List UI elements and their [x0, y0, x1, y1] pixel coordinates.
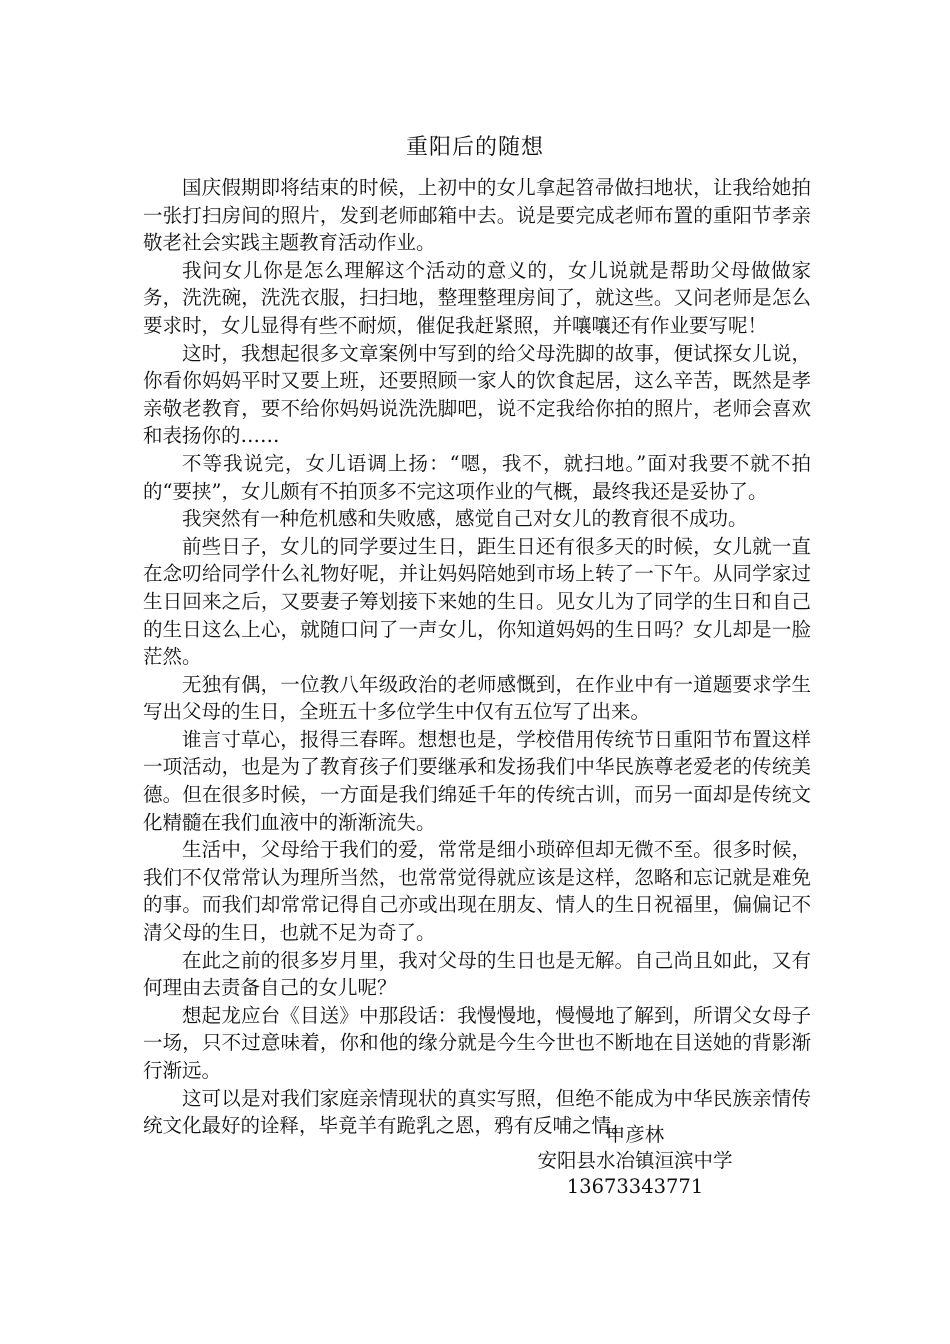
paragraph: 谁言寸草心，报得三春晖。想想也是，学校借用传统节日重阳节布置这样一项活动，也是为了教育孩子们要继承和发扬我们中华民族尊老爱老的传统美德。但在很多时候，一方面是我们绵延千年的传统古训，而另一面却是传统文化精髓在我们血液中的渐渐流失。	[143, 727, 811, 834]
paragraph: 这可以是对我们家庭亲情现状的真实写照，但绝不能成为中华民族亲情传统文化最好的诠释，毕竟羊有跪乳之恩，鸦有反哺之情。	[143, 1086, 811, 1138]
paragraph: 不等我说完，女儿语调上扬：“嗯，我不，就扫地。”面对我要不就不拍的“要挟”，女儿颇有不拍顶多不完这项作业的气概，最终我还是妥协了。	[143, 451, 811, 503]
author-school: 安阳县水冶镇洹滨中学	[537, 1149, 733, 1172]
paragraph: 无独有偶，一位教八年级政治的老师感慨到，在作业中有一道题要求学生写出父母的生日，全班五十多位学生中仅有五位写了出来。	[143, 672, 811, 724]
article-body	[143, 174, 811, 1140]
author-name: 申彦林	[605, 1123, 665, 1146]
paragraph: 前些日子，女儿的同学要过生日，距生日还有很多天的时候，女儿就一直在念叨给同学什么礼物好呢，并让妈妈陪她到市场上转了一下午。从同学家过生日回来之后，又要妻子筹划接下来她的生日。见女儿为了同学的生日和自己的生日这么上心，就随口问了一声女儿，你知道妈妈的生日吗？女儿却是一脸茫然。	[143, 534, 811, 669]
article-title: 重阳后的随想	[405, 135, 544, 160]
paragraph: 我突然有一种危机感和失败感，感觉自己对女儿的教育很不成功。	[182, 507, 748, 531]
paragraph: 这时，我想起很多文章案例中写到的给父母洗脚的故事，便试探女儿说，你看你妈妈平时又要上班，还要照顾一家人的饮食起居，这么辛苦，既然是孝亲敬老教育，要不给你妈妈说洗洗脚吧，说不定我给你拍的照片，老师会喜欢和表扬你的……	[143, 341, 811, 448]
paragraph: 在此之前的很多岁月里，我对父母的生日也是无解。自己尚且如此，又有何理由去责备自己的女儿呢？	[143, 948, 811, 1000]
author-phone: 13673343771	[566, 1175, 704, 1198]
paragraph: 想起龙应台《目送》中那段话：我慢慢地，慢慢地了解到，所谓父女母子一场，只不过意味着，你和他的缘分就是今生今世也不断地在目送她的背影渐行渐远。	[143, 1003, 811, 1082]
paragraph: 国庆假期即将结束的时候，上初中的女儿拿起笤帚做扫地状，让我给她拍一张打扫房间的照片，发到老师邮箱中去。说是要完成老师布置的重阳节孝亲敬老社会实践主题教育活动作业。	[143, 176, 811, 255]
signature-block	[470, 1122, 800, 1200]
paragraph: 生活中，父母给于我们的爱，常常是细小琐碎但却无微不至。很多时候，我们不仅常常认为理所当然，也常常觉得就应该是这样，忽略和忘记就是难免的事。而我们却常常记得自己亦或出现在朋友、情人的生日祝福里，偏偏记不清父母的生日，也就不足为奇了。	[143, 838, 811, 945]
paragraph: 我问女儿你是怎么理解这个活动的意义的，女儿说就是帮助父母做做家务，洗洗碗，洗洗衣服，扫扫地，整理整理房间了，就这些。又问老师是怎么要求时，女儿显得有些不耐烦，催促我赶紧照，并嚷嚷还有作业要写呢！	[143, 258, 811, 337]
